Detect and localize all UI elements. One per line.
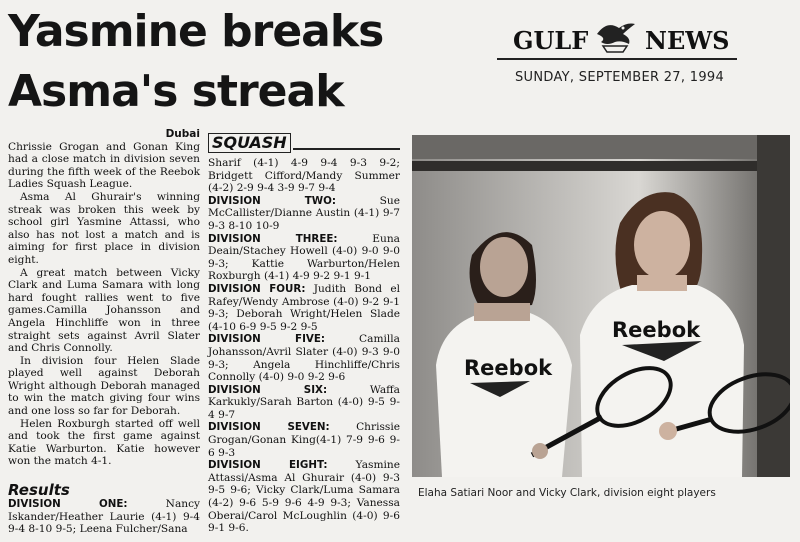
headline-line-1: Yasmine breaks [8, 6, 384, 57]
division-four-text: Judith Bond el Rafey/Wendy Ambrose (4-0) 9-2 9-1 9-3; Deborah Wright/Helen Slade (4-10 6-9 9-5 9-2 9-5 [208, 282, 400, 333]
division-six-label: DIVISION SIX: [208, 383, 328, 396]
result-division-four [208, 283, 400, 333]
division-three-label: DIVISION THREE: [208, 232, 338, 245]
section-rule [293, 148, 400, 150]
division-two-text: Sue McCallister/Dianne Austin (4-1) 9-7 9-3 8-10 10-9 [208, 194, 400, 232]
division-eight-label: DIVISION EIGHT: [208, 459, 328, 472]
division-eight-text: Yasmine Attassi/Asma Al Ghurair (4-0) 9-3 9-5 9-6; Vicky Clark/Luma Samara (4-2) 9-6 5-9 9-6 4-9 9-3; Vanessa Oberai/Carol McLoughlin (4-0) 9-6 9-1 9-6. [208, 459, 400, 535]
article-column-1 [8, 128, 200, 536]
dateline: SUNDAY, SEPTEMBER 27, 1994 [515, 70, 725, 85]
masthead-news: NEWS [645, 26, 730, 55]
photo-caption: Elaha Satiari Noor and Vicky Clark, division eight players [418, 487, 716, 499]
division-six-text: Waffa Karkukly/Sarah Barton (4-0) 9-5 9-4 9-7 [208, 383, 401, 421]
results-heading: Results [8, 481, 70, 500]
division-two-label: DIVISION TWO: [208, 194, 336, 207]
paragraph-4: In division four Helen Slade played well against Deborah Wright although Deborah managed to win the match giving four wins and one loss so far for Deborah. [8, 354, 200, 418]
paragraph-3: A great match between Vicky Clark and Luma Samara with long hard fought rallies went to five games.Camilla Johansson and Angela Hinchliffe won in three straight sets against Avril Slater and Chris Connolly. [8, 266, 200, 355]
headline-line-2: Asma's streak [8, 66, 344, 117]
section-label: SQUASH [208, 133, 291, 153]
division-one-rest: Iskander/Heather Laurie (4-1) 9-4 9-4 8-10 9-5; Leena Fulcher/Sana [8, 510, 200, 536]
division-seven-label: DIVISION SEVEN: [208, 421, 330, 434]
falcon-emblem-icon [593, 16, 637, 56]
division-five-label: DIVISION FIVE: [208, 333, 326, 346]
division-one-word: ONE: [98, 498, 128, 511]
division-five-text: Camilla Johansson/Avril Slater (4-0) 9-3 9-0 9-3; Angela Hinchliffe/Chris Connolly (4-0) 9-0 9-2 9-6 [208, 333, 400, 384]
result-division-seven [208, 421, 400, 459]
division-one-label-row [8, 498, 200, 511]
right-shirt-logo: Reebok [612, 318, 701, 342]
players-photo [412, 135, 790, 477]
masthead-gulf: GULF [513, 26, 589, 55]
division-one-continued: Sharif (4-1) 4-9 9-4 9-3 9-2; Bridgett Cifford/Mandy Summer (4-2) 2-9 9-4 3-9 9-7 9-4 [208, 157, 400, 195]
result-division-five [208, 333, 400, 383]
players-photo-illustration [412, 135, 790, 477]
paragraph-5: Helen Roxburgh started off well and took the first game against Katie Warburton. Katie however won the match 4-1. [8, 417, 200, 468]
division-three-text: Euna Deain/Stachey Howell (4-0) 9-0 9-0 9-3; Kattie Warburton/Helen Roxburgh (4-1) 4-9 9-2 9-1 9-1 [208, 232, 400, 283]
result-division-eight [208, 459, 400, 535]
division-one-label: DIVISION [8, 498, 61, 511]
paragraph-2: Asma Al Ghurair's winning streak was broken this week by school girl Yasmine Attassi, who also has not lost a match and is aiming for first place in division eight. [8, 190, 200, 266]
section-header [208, 133, 400, 153]
masthead-rule [497, 58, 737, 60]
result-division-three [208, 233, 400, 283]
division-four-label: DIVISION FOUR: [208, 282, 306, 295]
division-one-first: Nancy [165, 498, 200, 511]
left-shirt-logo: Reebok [464, 356, 553, 380]
article-column-2 [208, 133, 400, 535]
paragraph-1: Chrissie Grogan and Gonan King had a close match in division seven during the fifth week of the Reebok Ladies Squash League. [8, 140, 200, 191]
dateline-place: Dubai [165, 128, 200, 140]
headline [8, 2, 398, 122]
masthead [505, 10, 750, 60]
result-division-six [208, 384, 400, 422]
division-seven-text: Chrissie Grogan/Gonan King(4-1) 7-9 9-6 9-6 9-3 [208, 421, 400, 459]
result-division-two [208, 195, 400, 233]
